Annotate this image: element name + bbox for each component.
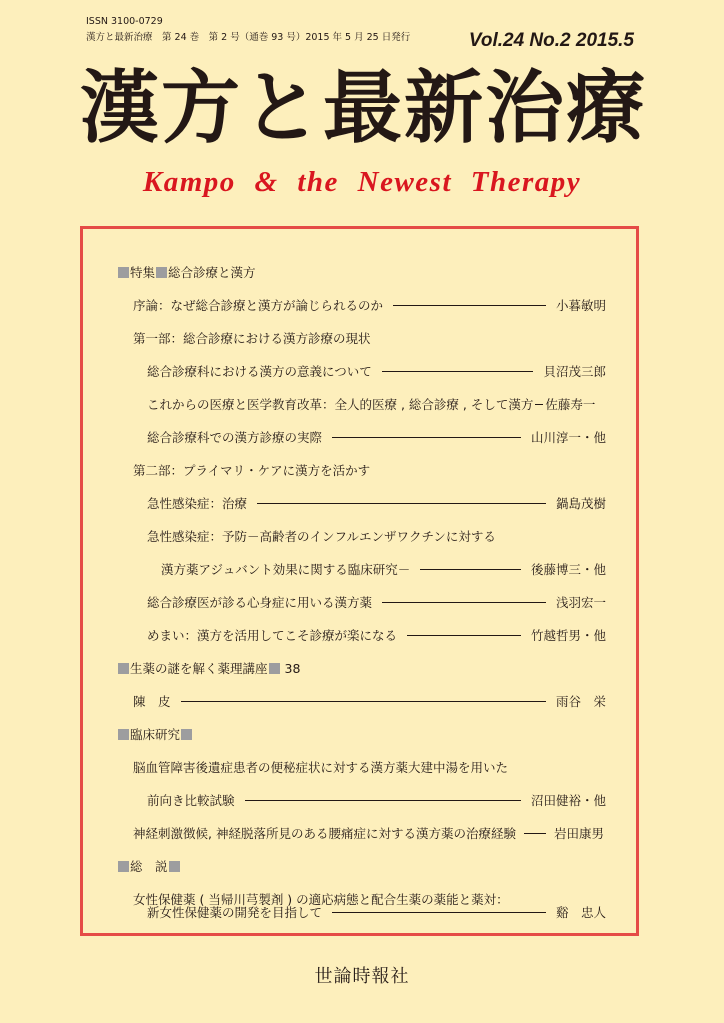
leader-line bbox=[420, 569, 521, 570]
section-header: 生薬の謎を解く薬理講座 38 bbox=[117, 658, 606, 678]
leader-line bbox=[524, 833, 546, 834]
toc-entry: 前向き比較試験 沼田健裕・他 bbox=[147, 793, 606, 808]
toc-entry: 急性感染症：治療 鍋島茂樹 bbox=[147, 496, 606, 511]
toc-entry: 総合診療科での漢方診療の実際 山川淳一・他 bbox=[147, 430, 606, 445]
section-header: 総 説 bbox=[117, 856, 606, 876]
table-of-contents bbox=[80, 226, 639, 936]
toc-entry: めまい：漢方を活用してこそ診療が楽になる 竹越哲男・他 bbox=[147, 628, 606, 643]
leader-line bbox=[257, 503, 546, 504]
section-header: 臨床研究 bbox=[117, 724, 606, 744]
leader-line bbox=[245, 800, 521, 801]
leader-line bbox=[407, 635, 521, 636]
gray-square-marker bbox=[118, 663, 129, 674]
issue-meta bbox=[86, 14, 410, 46]
gray-square-marker bbox=[269, 663, 280, 674]
toc-entry: 急性感染症：予防－高齢者のインフルエンザワクチンに対する bbox=[147, 529, 496, 544]
gray-square-marker bbox=[118, 267, 129, 278]
toc-entry: 漢方薬アジュバント効果に関する臨床研究－ 後藤博三・他 bbox=[161, 562, 606, 577]
part-heading: 第一部：総合診療における漢方診療の現状 bbox=[133, 331, 371, 346]
leader-line bbox=[382, 371, 534, 372]
publication-info: 漢方と最新治療 第 24 巻 第 2 号（通巻 93 号）2015 年 5 月 25 日発行 bbox=[86, 32, 411, 43]
leader-line bbox=[393, 305, 546, 306]
leader-line bbox=[181, 701, 546, 702]
leader-line bbox=[382, 602, 546, 603]
publisher-name: 世論時報社 bbox=[314, 966, 410, 987]
toc-entry: 新女性保健薬の開発を目指して 谿 忠人 bbox=[147, 905, 606, 920]
toc-entry: 女性保健薬 ( 当帰川芎製剤 ) の適応病態と配合生薬の薬能と薬対： bbox=[133, 892, 509, 907]
gray-square-marker bbox=[169, 861, 180, 872]
leader-line bbox=[332, 437, 521, 438]
gray-square-marker bbox=[118, 861, 129, 872]
toc-entry: 脳血管障害後遺症患者の便秘症状に対する漢方薬大建中湯を用いた bbox=[133, 760, 509, 775]
toc-entry: 総合診療科における漢方の意義について 貝沼茂三郎 bbox=[147, 364, 606, 379]
part-heading: 第二部：プライマリ・ケアに漢方を活かす bbox=[133, 463, 371, 478]
toc-entry: 神経刺激徴候, 神経脱落所見のある腰痛症に対する漢方薬の治療経験 岩田康男 bbox=[133, 826, 604, 841]
toc-entry: 総合診療医が診る心身症に用いる漢方薬 浅羽宏一 bbox=[147, 595, 606, 610]
toc-entry: 序論：なぜ総合診療と漢方が論じられるのか 小暮敏明 bbox=[133, 298, 606, 313]
issn: ISSN 3100-0729 bbox=[86, 16, 163, 27]
gray-square-marker bbox=[156, 267, 167, 278]
leader-line bbox=[332, 912, 546, 913]
gray-square-marker bbox=[181, 729, 192, 740]
leader-line bbox=[535, 404, 543, 405]
gray-square-marker bbox=[118, 729, 129, 740]
volume-number: Vol.24 No.2 2015.5 bbox=[468, 30, 634, 51]
toc-entry: これからの医療と医学教育改革：全人的医療 , 総合診療 , そして漢方 佐藤寿一 bbox=[147, 397, 596, 412]
toc-entry: 陳 皮 雨谷 栄 bbox=[133, 694, 606, 709]
section-header: 特集 総合診療と漢方 bbox=[117, 262, 606, 282]
journal-subtitle: Kampo & the Newest Therapy bbox=[142, 166, 582, 198]
journal-title: 漢方と最新治療 bbox=[80, 61, 647, 154]
